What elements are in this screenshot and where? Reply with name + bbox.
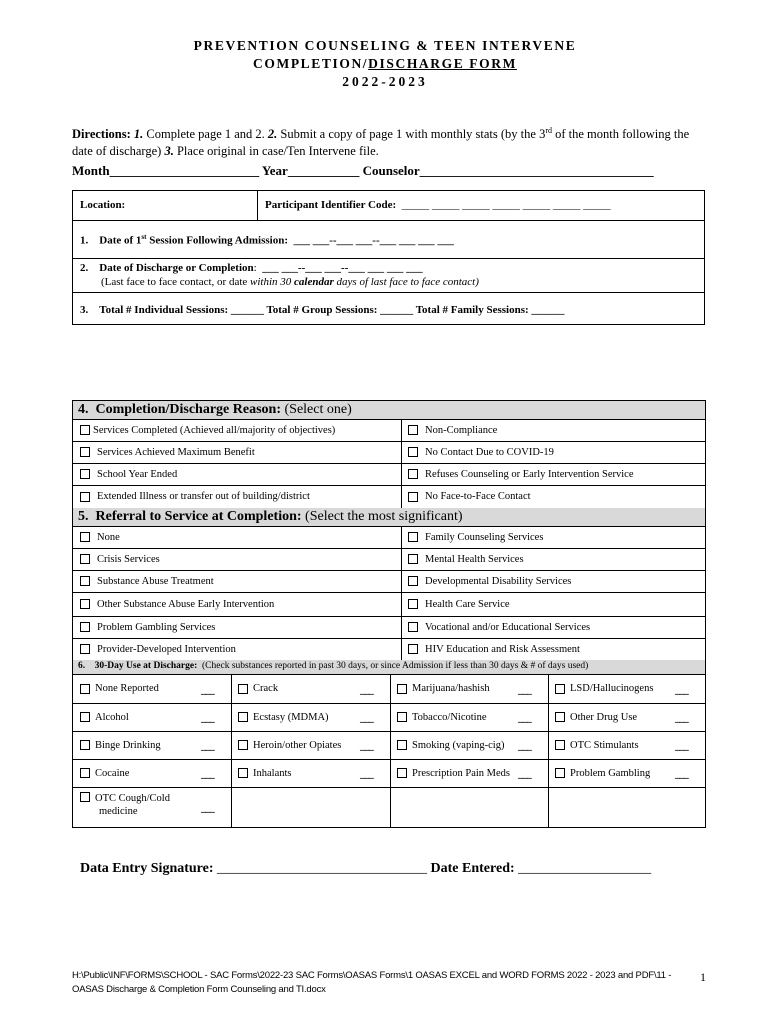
option-label: Developmental Disability Services: [425, 575, 572, 587]
substance-label: Alcohol: [95, 711, 129, 723]
substance-option[interactable]: [80, 731, 198, 759]
checkbox[interactable]: [80, 554, 90, 564]
form-title-line2b: DISCHARGE FORM: [368, 56, 517, 71]
section5-option[interactable]: [408, 526, 705, 548]
section5-row: [73, 638, 705, 661]
info-row-1: [73, 220, 704, 259]
section6-title: 30-Day Use at Discharge:: [94, 661, 198, 671]
days-used-field[interactable]: ___: [360, 769, 373, 780]
option-label: HIV Education and Risk Assessment: [425, 643, 580, 655]
option-label: School Year Ended: [97, 468, 178, 480]
column-divider: [401, 419, 402, 441]
option-label: Family Counseling Services: [425, 531, 544, 543]
section4-row: [73, 441, 705, 464]
checkbox[interactable]: [397, 740, 407, 750]
column-divider: [401, 548, 402, 570]
first-session-date-item: [80, 233, 454, 247]
section4-title: Completion/Discharge Reason:: [95, 402, 281, 417]
note-part-a: (Last face to face contact, or date: [101, 276, 251, 288]
step1-text: Complete page 1 and 2.: [146, 127, 265, 142]
form-year: 2022-2023: [342, 74, 428, 89]
section5-option[interactable]: [408, 570, 705, 592]
section5-row: [73, 592, 705, 617]
section4-option[interactable]: [408, 463, 705, 485]
item3-num: 3.: [80, 304, 89, 316]
section4-option[interactable]: [80, 419, 401, 441]
section5-option[interactable]: [408, 616, 705, 638]
section5-row: [73, 548, 705, 571]
section4-hint: (Select one): [284, 402, 352, 417]
item2-colon: :: [253, 262, 257, 274]
location-label: Location:: [80, 199, 126, 211]
note-part-c: calendar: [294, 276, 334, 288]
checkbox[interactable]: [555, 684, 565, 694]
section5-option[interactable]: [408, 548, 705, 570]
checkbox[interactable]: [80, 684, 90, 694]
date-entered-field[interactable]: ___________________: [518, 861, 652, 876]
column-divider: [231, 759, 232, 787]
checkbox[interactable]: [555, 768, 565, 778]
checkbox[interactable]: [408, 532, 418, 542]
checkbox[interactable]: [408, 447, 418, 457]
section5-option[interactable]: [408, 592, 705, 616]
section4-row: [73, 463, 705, 486]
participant-id-text: Participant Identifier Code:: [265, 199, 397, 211]
section6-row: [73, 731, 705, 760]
signature-line: [80, 861, 651, 877]
substance-label: Binge Drinking: [95, 739, 161, 751]
column-divider: [401, 570, 402, 592]
substance-option[interactable]: [80, 759, 198, 787]
checkbox[interactable]: [80, 425, 90, 435]
checkbox[interactable]: [408, 425, 418, 435]
participant-id-field[interactable]: _____ _____ _____ _____ _____ _____ _____: [401, 199, 611, 211]
checkbox[interactable]: [408, 599, 418, 609]
checkbox[interactable]: [238, 684, 248, 694]
footer-line2: OASAS Discharge & Completion Form Counseling and TI.docx: [72, 984, 326, 995]
info-row-location: [73, 191, 704, 221]
column-divider: [390, 731, 391, 759]
participant-info-box: [72, 190, 705, 325]
option-label: Vocational and/or Educational Services: [425, 621, 591, 633]
section6-row: [73, 674, 705, 704]
option-label: No Face-to-Face Contact: [425, 491, 531, 502]
column-divider: [401, 526, 402, 548]
substance-label: None Reported: [95, 683, 159, 694]
checkbox[interactable]: [80, 740, 90, 750]
column-divider: [390, 787, 391, 827]
substance-label: Inhalants: [253, 767, 292, 779]
section5-num: 5.: [78, 509, 89, 524]
days-used-field[interactable]: ___: [675, 684, 688, 696]
section4-option[interactable]: [80, 441, 401, 463]
substance-label: Cocaine: [95, 767, 130, 779]
discharge-date-field[interactable]: ___ ___--___ ___--___ ___ ___ ___: [262, 262, 423, 274]
form-title-line2: [0, 56, 770, 72]
option-label: Services Achieved Maximum Benefit: [97, 446, 255, 458]
days-used-field[interactable]: ___: [518, 684, 531, 696]
section4-option[interactable]: [80, 485, 401, 508]
section4-row: [73, 485, 705, 509]
item1-text-b: Session Following Admission:: [146, 234, 288, 247]
substance-label: OTC Stimulants: [570, 739, 639, 751]
substance-option[interactable]: [238, 674, 357, 703]
data-entry-signature-field[interactable]: ______________________________: [217, 861, 428, 876]
option-label: Mental Health Services: [425, 553, 524, 565]
section4-option[interactable]: [408, 419, 705, 441]
checkbox[interactable]: [80, 622, 90, 632]
option-label: Provider-Developed Intervention: [97, 643, 236, 655]
step2-sup: rd: [545, 126, 552, 135]
days-used-field[interactable]: ___: [201, 684, 214, 696]
days-used-field[interactable]: ___: [360, 684, 373, 696]
substance-label: Heroin/other Opiates: [253, 739, 342, 751]
option-label: Other Substance Abuse Early Intervention: [97, 598, 275, 610]
column-divider: [401, 485, 402, 508]
column-divider: [231, 731, 232, 759]
days-used-field[interactable]: ___: [201, 741, 214, 752]
substance-option[interactable]: [397, 674, 515, 703]
section5-option[interactable]: [80, 616, 401, 638]
section6-num: 6.: [78, 661, 86, 671]
checkbox[interactable]: [80, 469, 90, 479]
substance-option[interactable]: [555, 759, 672, 787]
section5-option[interactable]: [80, 570, 401, 592]
substance-option[interactable]: [555, 703, 672, 731]
days-used-field[interactable]: ___: [201, 713, 214, 724]
column-divider: [401, 441, 402, 463]
substance-option[interactable]: [397, 703, 515, 731]
checkbox[interactable]: [80, 576, 90, 586]
checkbox[interactable]: [80, 447, 90, 457]
section5-option[interactable]: [80, 526, 401, 548]
days-used-field[interactable]: ___: [675, 713, 688, 724]
month-year-counselor-line: [72, 163, 712, 179]
substance-label: Marijuana/hashish: [412, 683, 490, 694]
item1-num: 1.: [80, 234, 89, 247]
section4-option[interactable]: [408, 441, 705, 463]
column-divider: [548, 731, 549, 759]
footer-line1: H:\Public\INF\FORMS\SCHOOL - SAC Forms\2022-23 SAC Forms\OASAS Forms\1 OASAS EXCEL and WORD FORMS 2022 - 2023 and PDF\11 -: [72, 970, 672, 981]
section5-option[interactable]: [80, 548, 401, 570]
substance-option[interactable]: [238, 759, 357, 787]
form-title-line1: PREVENTION COUNSELING & TEEN INTERVENE: [193, 38, 577, 53]
checkbox[interactable]: [80, 532, 90, 542]
month-label: Month: [72, 163, 110, 178]
directions-label: Directions:: [72, 127, 131, 142]
option-label: Services Completed (Achieved all/majority of objectives): [93, 424, 336, 436]
discharge-date-note: [101, 276, 479, 288]
option-label: Refuses Counseling or Early Intervention Service: [425, 468, 634, 480]
checkbox[interactable]: [80, 599, 90, 609]
column-divider: [548, 787, 549, 827]
substance-label: OTC Cough/Cold: [95, 793, 170, 804]
substance-label: Crack: [253, 683, 279, 694]
option-label: Substance Abuse Treatment: [97, 575, 214, 587]
section6-row: [73, 703, 705, 732]
substance-option[interactable]: [80, 703, 198, 731]
checkbox[interactable]: [397, 684, 407, 694]
column-divider: [401, 592, 402, 616]
section5-row: [73, 526, 705, 549]
item2-text: Date of Discharge or Completion: [99, 262, 254, 274]
substance-label: Tobacco/Nicotine: [412, 711, 487, 723]
substance-option[interactable]: [80, 792, 170, 818]
section6-header: [73, 660, 705, 675]
checkbox[interactable]: [397, 712, 407, 722]
section6-hint: (Check substances reported in past 30 days, or since Admission if less than 30 days & # of days used): [202, 661, 589, 671]
section4-option[interactable]: [80, 463, 401, 485]
checkbox[interactable]: [238, 768, 248, 778]
checkbox[interactable]: [80, 712, 90, 722]
step2-text-b: of the month following the date of discharge): [72, 127, 690, 159]
column-divider: [231, 787, 232, 827]
checkbox[interactable]: [555, 740, 565, 750]
item1-sup: st: [141, 233, 147, 241]
column-divider: [548, 759, 549, 787]
substance-label: LSD/Hallucinogens: [570, 683, 654, 694]
year-field[interactable]: ___________: [287, 163, 360, 178]
counselor-label: Counselor: [362, 163, 420, 178]
checkbox[interactable]: [408, 492, 418, 502]
checkbox[interactable]: [80, 492, 90, 502]
step2-num: 2.: [267, 127, 278, 142]
substance-label: Other Drug Use: [570, 711, 638, 723]
checkbox[interactable]: [397, 768, 407, 778]
column-divider: [231, 674, 232, 703]
data-entry-signature-label: Data Entry Signature:: [80, 861, 214, 876]
substance-option[interactable]: [80, 674, 198, 703]
section5-title: Referral to Service at Completion:: [95, 509, 302, 524]
first-session-date-field[interactable]: ___ ___--___ ___--___ ___ ___ ___: [293, 234, 454, 247]
column-divider: [390, 674, 391, 703]
checkbox[interactable]: [408, 644, 418, 654]
section5-option[interactable]: [80, 638, 401, 660]
checkbox[interactable]: [408, 554, 418, 564]
section4-num: 4.: [78, 402, 89, 417]
option-label: Problem Gambling Services: [97, 621, 216, 633]
substance-option[interactable]: [555, 731, 672, 759]
section5-option[interactable]: [408, 638, 705, 660]
total-sessions-text[interactable]: Total # Individual Sessions: ______ Total # Group Sessions: ______ Total # Family Sessions: ______: [99, 304, 565, 316]
days-used-field[interactable]: ___: [675, 769, 688, 780]
discharge-grid: [72, 400, 706, 828]
section4-option[interactable]: [408, 485, 705, 508]
info-row-2: [73, 258, 704, 293]
checkbox[interactable]: [408, 469, 418, 479]
step3-text: Place original in case/Ten Intervene file.: [176, 144, 379, 159]
option-label: No Contact Due to COVID-19: [425, 446, 554, 458]
substance-label: Problem Gambling: [570, 767, 651, 779]
checkbox[interactable]: [408, 622, 418, 632]
step1-num: 1.: [133, 127, 144, 142]
checkbox[interactable]: [408, 576, 418, 586]
section5-row: [73, 616, 705, 639]
option-label: Extended Illness or transfer out of building/district: [97, 491, 310, 502]
days-used-field[interactable]: ___: [518, 769, 531, 780]
note-part-b: within 30: [250, 276, 295, 288]
section5-option[interactable]: [80, 592, 401, 616]
substance-option[interactable]: [238, 731, 357, 759]
substance-option[interactable]: [397, 731, 515, 759]
option-label: Non-Compliance: [425, 424, 498, 436]
substance-option[interactable]: [397, 759, 515, 787]
days-used-field[interactable]: ___: [675, 741, 688, 752]
checkbox[interactable]: [80, 644, 90, 654]
info-divider: [257, 191, 258, 220]
step2-text-a: Submit a copy of page 1 with monthly stats (by the 3: [280, 127, 546, 142]
days-used-field[interactable]: ___: [201, 803, 214, 814]
checkbox[interactable]: [80, 768, 90, 778]
participant-id-label: [265, 199, 611, 211]
date-entered-label: Date Entered:: [430, 861, 515, 876]
checkbox[interactable]: [80, 792, 90, 802]
substance-label: Prescription Pain Meds: [412, 767, 510, 779]
section5-header: [73, 508, 705, 527]
note-part-d: days of last face to face contact): [333, 276, 479, 288]
days-used-field[interactable]: ___: [360, 713, 373, 724]
column-divider: [401, 638, 402, 660]
days-used-field[interactable]: ___: [360, 741, 373, 752]
column-divider: [548, 703, 549, 731]
directions: [72, 122, 712, 160]
option-label: None: [97, 531, 120, 543]
item2-num: 2.: [80, 262, 89, 274]
info-row-3: [73, 292, 704, 326]
page-number: 1: [700, 970, 706, 984]
section6-row-last: [73, 787, 705, 827]
section4-row: [73, 419, 705, 442]
year-label: Year: [261, 163, 288, 178]
month-field[interactable]: _______________________: [109, 163, 260, 178]
option-label: Crisis Services: [97, 553, 160, 565]
column-divider: [231, 703, 232, 731]
checkbox[interactable]: [238, 712, 248, 722]
discharge-date-item: [80, 262, 423, 274]
substance-label-cont: medicine: [99, 806, 138, 817]
total-sessions-item: [80, 304, 564, 316]
column-divider: [390, 703, 391, 731]
column-divider: [390, 759, 391, 787]
section6-row: [73, 759, 705, 788]
column-divider: [401, 463, 402, 485]
item1-text-a: Date of 1: [99, 234, 142, 247]
checkbox[interactable]: [555, 712, 565, 722]
substance-label: Smoking (vaping-cig): [412, 739, 505, 751]
section4-header: [73, 401, 705, 420]
checkbox[interactable]: [238, 740, 248, 750]
days-used-field[interactable]: ___: [518, 713, 531, 724]
column-divider: [548, 674, 549, 703]
days-used-field[interactable]: ___: [201, 769, 214, 780]
file-path-footer: [72, 969, 692, 997]
substance-option[interactable]: [238, 703, 357, 731]
section5-hint: (Select the most significant): [305, 509, 463, 524]
form-title-line2a: COMPLETION/: [253, 56, 369, 71]
substance-label: Ecstasy (MDMA): [253, 711, 329, 723]
step3-num: 3.: [164, 144, 174, 159]
days-used-field[interactable]: ___: [518, 741, 531, 752]
column-divider: [401, 616, 402, 638]
counselor-field[interactable]: ____________________________________: [419, 163, 654, 178]
section5-row: [73, 570, 705, 593]
substance-option[interactable]: [555, 674, 672, 703]
option-label: Health Care Service: [425, 598, 510, 610]
